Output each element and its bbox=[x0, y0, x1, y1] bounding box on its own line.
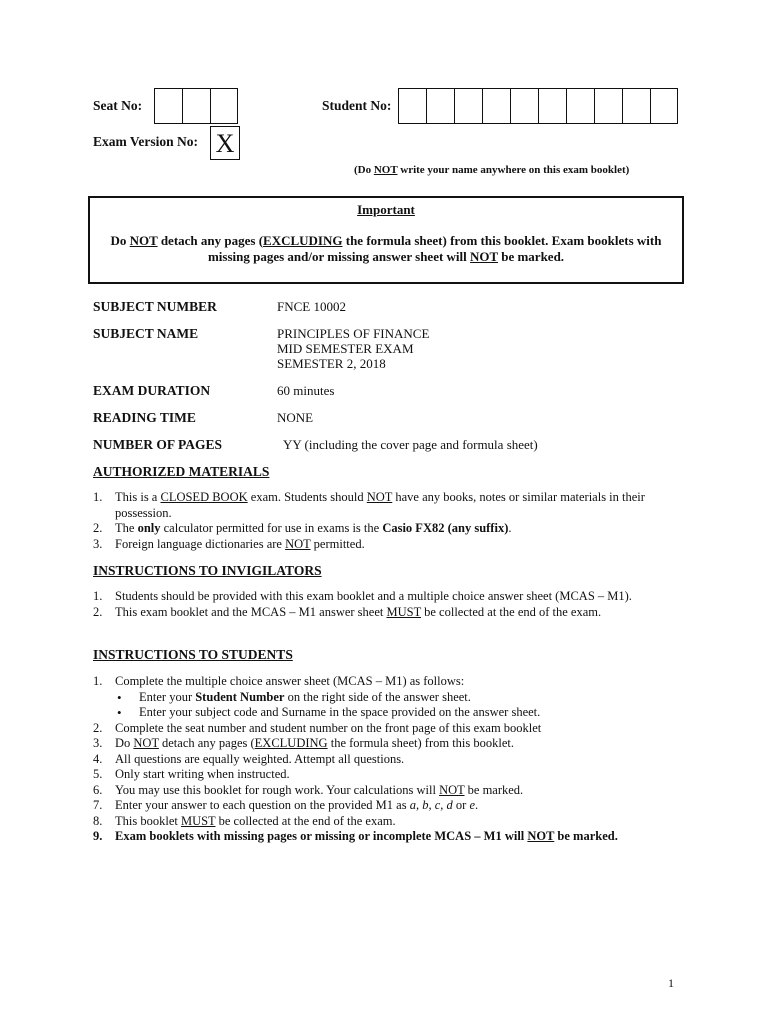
list-item: 1. This is a CLOSED BOOK exam. Students should NOT have any books, notes or similar materials in their possession. bbox=[93, 490, 645, 520]
list-item: 2. Complete the seat number and student number on the front page of this exam booklet bbox=[93, 720, 542, 735]
student-digit-box[interactable] bbox=[566, 88, 594, 124]
student-digit-box[interactable] bbox=[650, 88, 678, 124]
list-item: 3. Do NOT detach any pages (EXCLUDING the formula sheet) from this booklet. bbox=[93, 736, 515, 750]
subject-name-value: PRINCIPLES OF FINANCE MID SEMESTER EXAM SEMESTER 2, 2018 bbox=[277, 326, 430, 371]
invigilators-heading: INSTRUCTIONS TO INVIGILATORS bbox=[93, 563, 322, 578]
important-title: Important bbox=[357, 202, 415, 217]
exam-version-box: X bbox=[210, 126, 240, 160]
student-digit-box[interactable] bbox=[482, 88, 510, 124]
invigilators-list bbox=[93, 589, 683, 620]
list-item: 2. This exam booklet and the MCAS – M1 answer sheet MUST be collected at the end of the exam. bbox=[93, 604, 602, 619]
subject-number-value: FNCE 10002 bbox=[277, 299, 346, 314]
student-digit-box[interactable] bbox=[510, 88, 538, 124]
bullet-item: • Enter your subject code and Surname in the space provided on the answer sheet. bbox=[117, 705, 541, 720]
subject-number-label: SUBJECT NUMBER bbox=[93, 299, 217, 314]
student-digit-box[interactable] bbox=[454, 88, 482, 124]
list-item: 9. Exam booklets with missing pages or missing or incomplete MCAS – M1 will NOT be marked. bbox=[93, 829, 618, 843]
list-item: 5. Only start writing when instructed. bbox=[93, 767, 290, 781]
authorized-materials-heading: AUTHORIZED MATERIALS bbox=[93, 464, 270, 479]
name-warning-note: (Do NOT write your name anywhere on this exam booklet) bbox=[354, 164, 630, 176]
student-number-label: Student No: bbox=[322, 98, 392, 113]
seat-digit-box[interactable] bbox=[182, 88, 210, 124]
number-of-pages-label: NUMBER OF PAGES bbox=[93, 437, 223, 452]
reading-time-value: NONE bbox=[277, 410, 314, 425]
student-digit-box[interactable] bbox=[538, 88, 566, 124]
list-item: 8. This booklet MUST be collected at the end of the exam. bbox=[93, 813, 396, 828]
seat-digit-box[interactable] bbox=[210, 88, 238, 124]
students-list bbox=[93, 674, 683, 845]
list-item: 1. Complete the multiple choice answer sheet (MCAS – M1) as follows: bbox=[93, 674, 465, 688]
exam-duration-value: 60 minutes bbox=[277, 383, 335, 398]
student-digit-box[interactable] bbox=[594, 88, 622, 124]
list-item: 7. Enter your answer to each question on the provided M1 as a, b, c, d or e. bbox=[93, 798, 479, 812]
number-of-pages-value: YY (including the cover page and formula sheet) bbox=[283, 437, 538, 452]
page-number: 1 bbox=[668, 976, 674, 990]
seat-number-boxes[interactable] bbox=[154, 88, 238, 124]
list-item: 1. Students should be provided with this exam booklet and a multiple choice answer sheet (MCAS – M1). bbox=[93, 589, 632, 603]
list-item: 4. All questions are equally weighted. Attempt all questions. bbox=[93, 751, 405, 766]
seat-number-label: Seat No: bbox=[93, 98, 143, 113]
student-digit-box[interactable] bbox=[426, 88, 454, 124]
students-heading: INSTRUCTIONS TO STUDENTS bbox=[93, 647, 293, 662]
student-number-boxes[interactable] bbox=[398, 88, 678, 124]
exam-duration-label: EXAM DURATION bbox=[93, 383, 211, 398]
list-item: 6. You may use this booklet for rough work. Your calculations will NOT be marked. bbox=[93, 782, 524, 797]
student-digit-box[interactable] bbox=[622, 88, 650, 124]
bullet-item: • Enter your Student Number on the right side of the answer sheet. bbox=[117, 689, 471, 705]
student-digit-box[interactable] bbox=[398, 88, 426, 124]
authorized-materials-list bbox=[93, 490, 683, 552]
list-item: 3. Foreign language dictionaries are NOT permitted. bbox=[93, 536, 365, 551]
important-notice-box bbox=[88, 196, 684, 284]
reading-time-label: READING TIME bbox=[93, 410, 196, 425]
subject-name-label: SUBJECT NAME bbox=[93, 326, 199, 341]
important-text: Do NOT detach any pages (EXCLUDING the formula sheet) from this booklet. Exam booklets with missing pages and/or missing answer sheet will NOT be marked. bbox=[110, 233, 662, 264]
list-item: 2. The only calculator permitted for use in exams is the Casio FX82 (any suffix). bbox=[93, 521, 512, 535]
seat-digit-box[interactable] bbox=[154, 88, 182, 124]
exam-version-label: Exam Version No: bbox=[93, 134, 199, 149]
